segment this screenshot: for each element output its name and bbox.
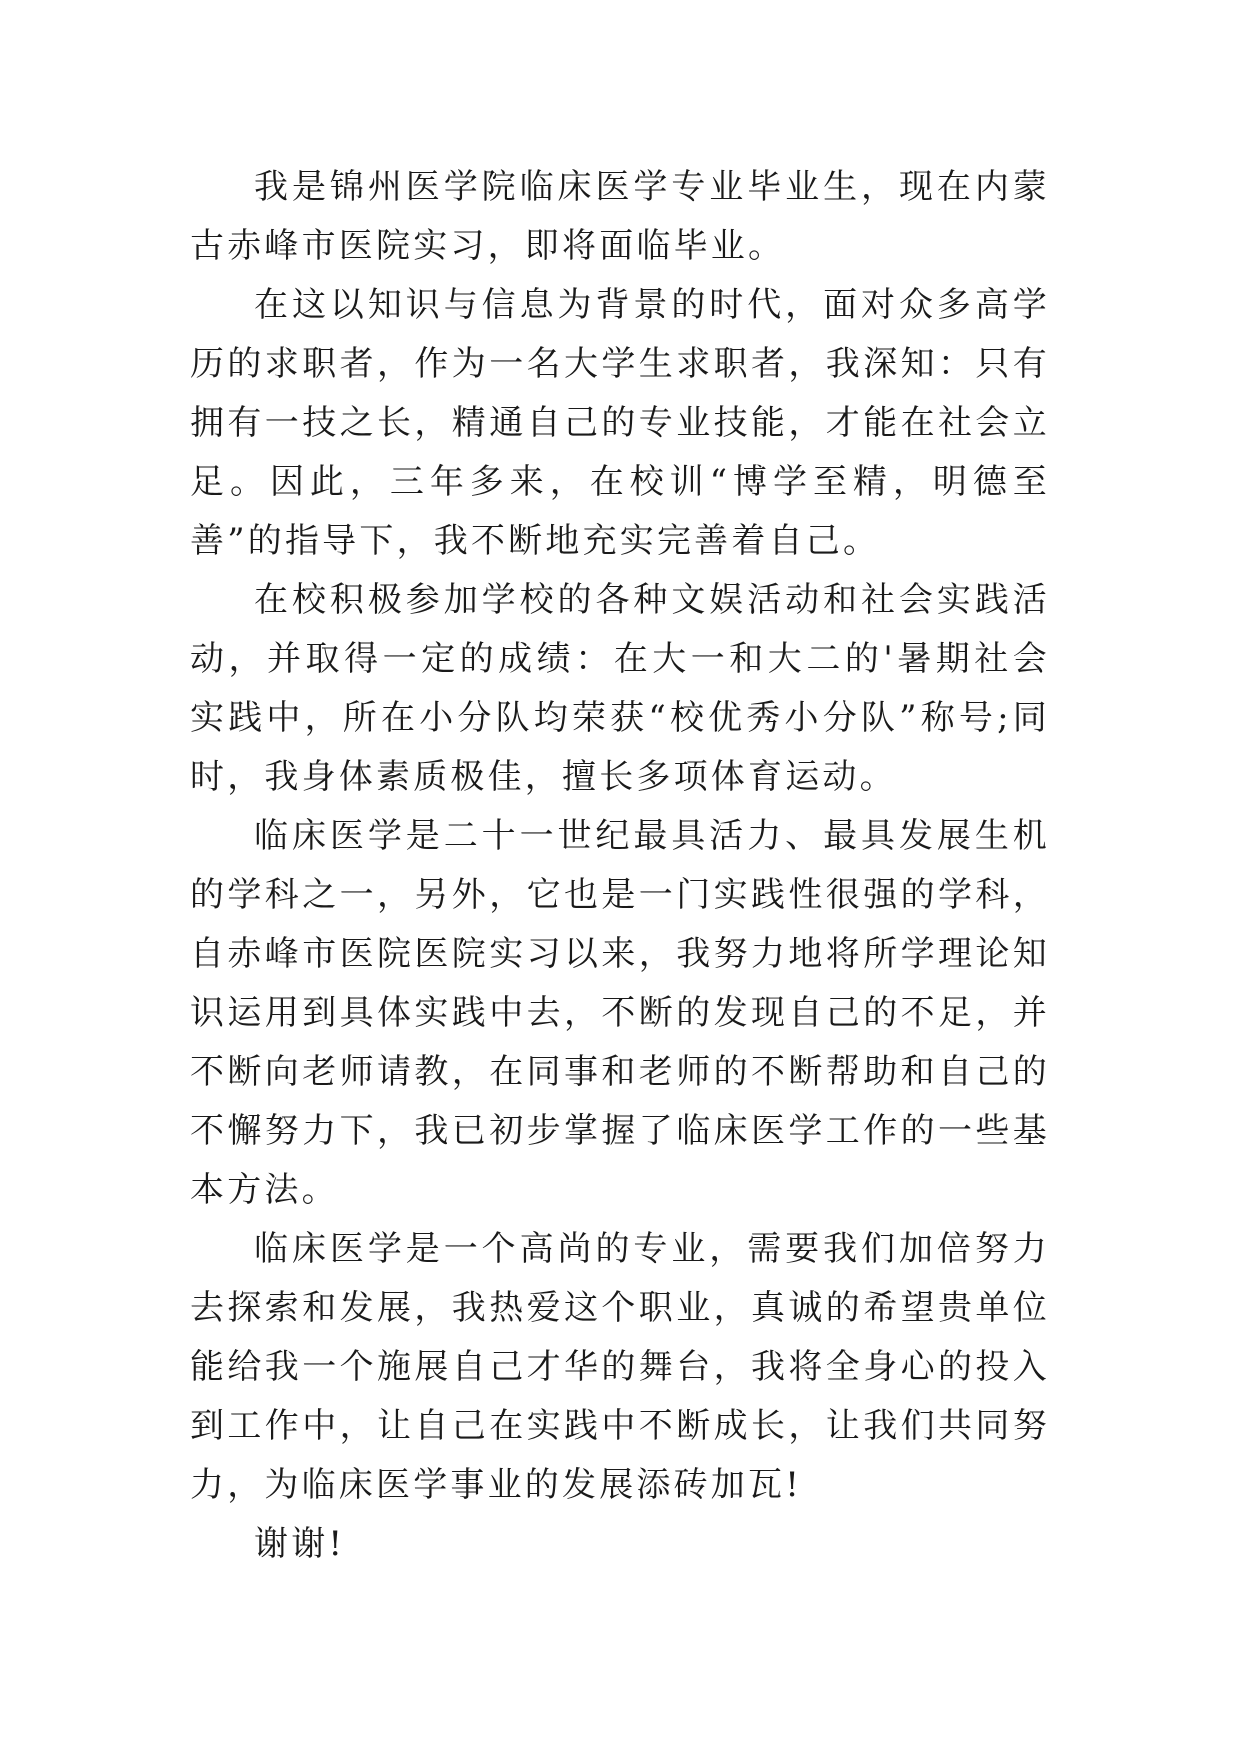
paragraph-motivation: 在这以知识与信息为背景的时代，面对众多高学历的求职者，作为一名大学生求职者，我深知：只有拥有一技之长，精通自己的专业技能，才能在社会立足。因此，三年多来，在校训“博学至精，明德至善”的指导下，我不断地充实完善着自己。: [190, 285, 1050, 561]
paragraph-intro: 我是锦州医学院临床医学专业毕业生，现在内蒙古赤峰市医院实习，即将面临毕业。: [190, 167, 1050, 266]
paragraph-activities: 在校积极参加学校的各种文娱活动和社会实践活动，并取得一定的成绩：在大一和大二的'暑期社会实践中，所在小分队均荣获“校优秀小分队”称号;同时，我身体素质极佳，擅长多项体育运动。: [190, 580, 1050, 797]
paragraph-internship: 临床医学是二十一世纪最具活力、最具发展生机的学科之一，另外，它也是一门实践性很强的学科，自赤峰市医院医院实习以来，我努力地将所学理论知识运用到具体实践中去，不断的发现自己的不足，并不断向老师请教，在同事和老师的不断帮助和自己的不懈努力下，我已初步掌握了临床医学工作的一些基本方法。: [190, 816, 1050, 1210]
paragraph-thanks: 谢谢!: [254, 1524, 346, 1564]
paragraph-aspiration: 临床医学是一个高尚的专业，需要我们加倍努力去探索和发展，我热爱这个职业，真诚的希望贵单位能给我一个施展自己才华的舞台，我将全身心的投入到工作中，让自己在实践中不断成长，让我们共同努力，为临床医学事业的发展添砖加瓦!: [190, 1229, 1050, 1505]
document-body: [190, 158, 1050, 1574]
